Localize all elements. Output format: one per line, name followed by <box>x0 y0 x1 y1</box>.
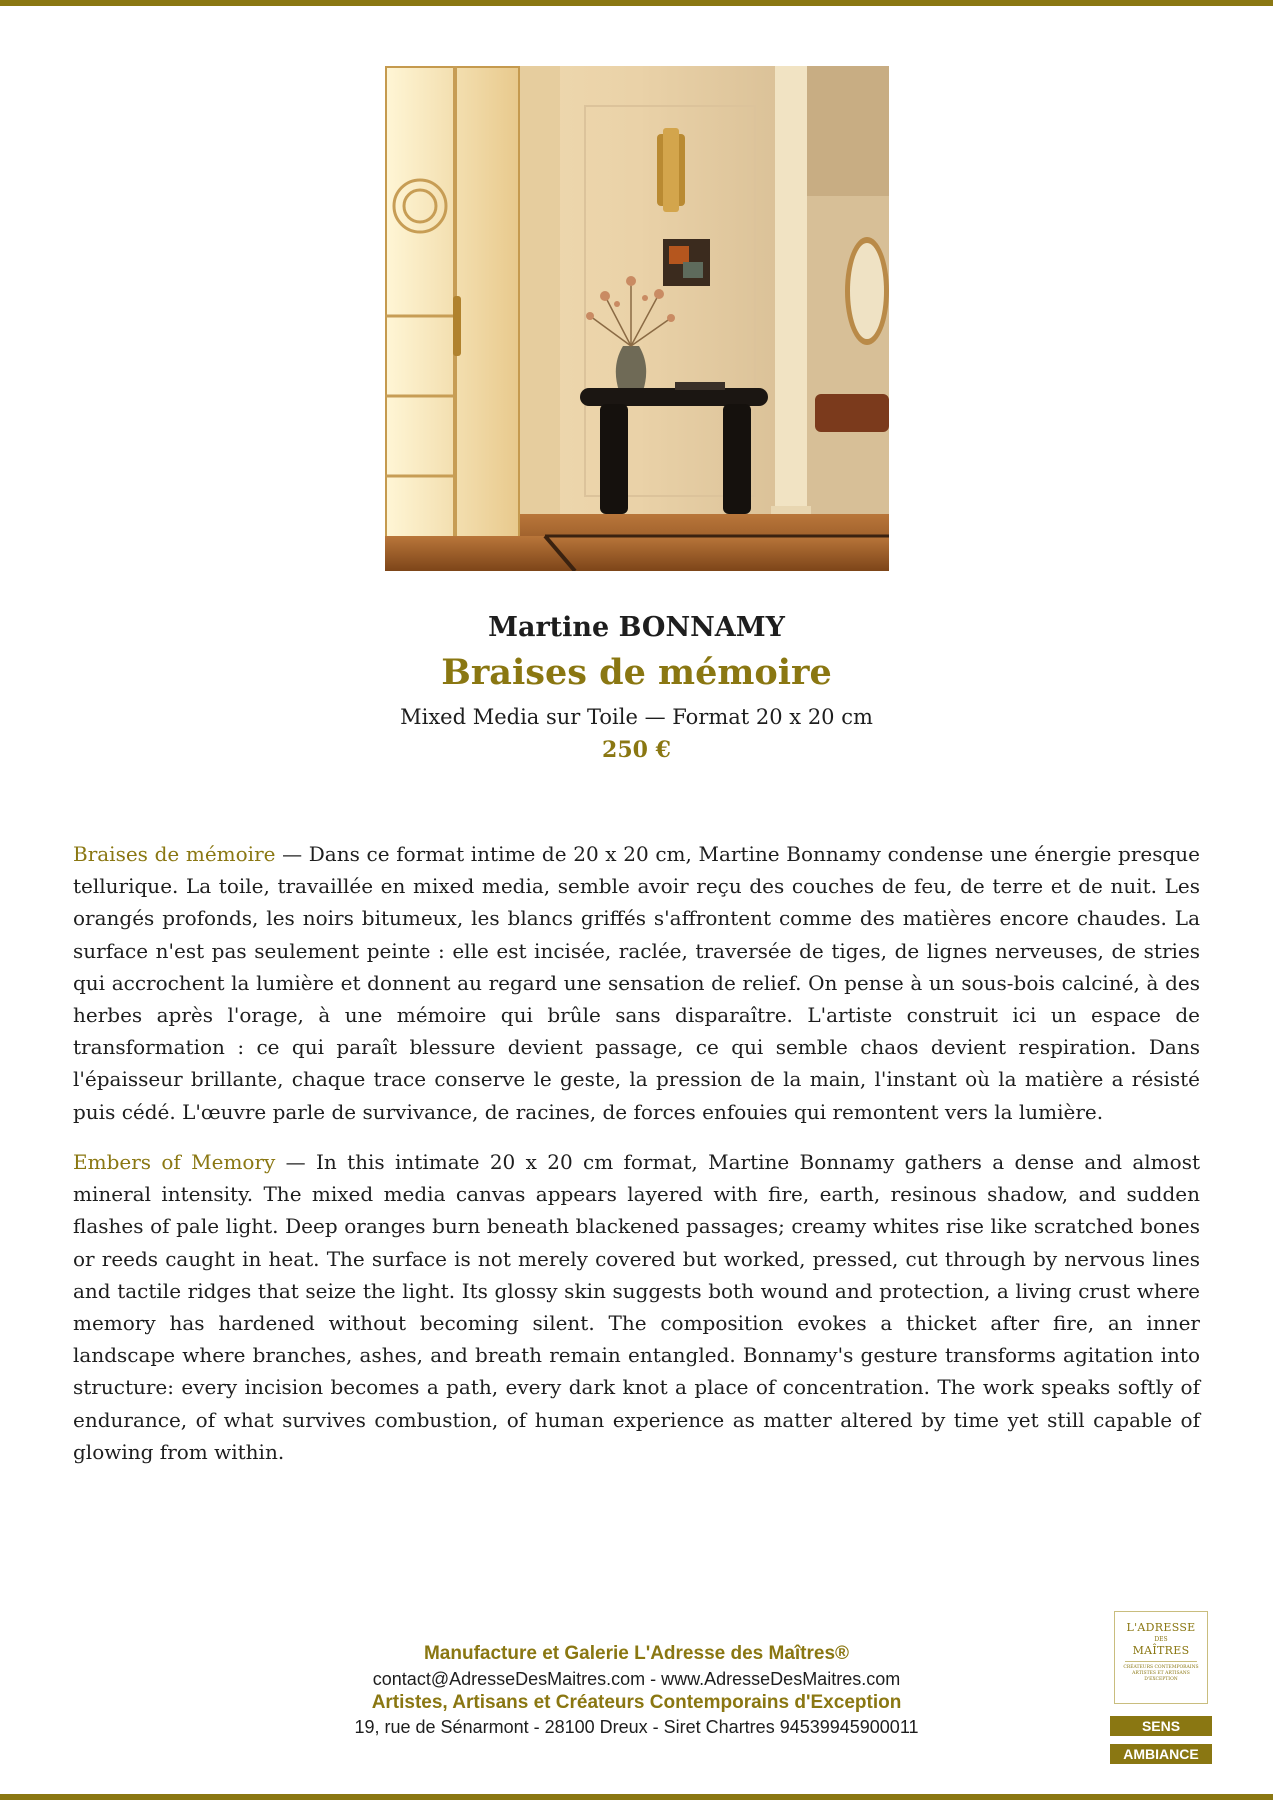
description-french-text: — Dans ce format intime de 20 x 20 cm, Martine Bonnamy condense une énergie presque tellurique. La toile, travaillée en mixed media, semble avoir reçu des couches de feu, de terre et de nuit. Les orangés profonds, les noirs bitumeux, les blancs griffés s'affrontent comme des matières encore chaudes. La surface n'est pas seulement peinte : elle est incisée, raclée, traversée de tiges, de lignes nerveuses, de stries qui accrochent la lumière et donnent au regard une sensation de relief. On pense à un sous-bois calciné, à des herbes après l'orage, à une mémoire qui brûle sans disparaître. L'artiste construit ici un espace de transformation : ce qui paraît blessure devient passage, ce qui semble chaos devient respiration. Dans l'épaisseur brillante, chaque trace conserve le geste, la pression de la main, l'instant où la matière a résisté puis cédé. L'œuvre parle de survivance, de racines, de forces enfouies qui remontent vers la lumière. <box>73 842 1200 1124</box>
tag-ambiance: AMBIANCE <box>1110 1744 1212 1764</box>
artwork-price: 250 € <box>602 737 671 763</box>
tag-sens: SENS <box>1110 1716 1212 1736</box>
artwork-interior-photo <box>385 66 889 571</box>
description-english-lead: Embers of Memory <box>73 1150 276 1174</box>
artwork-medium-format: Mixed Media sur Toile — Format 20 x 20 cm <box>400 705 873 729</box>
artwork-title: Braises de mémoire <box>441 652 832 693</box>
logo-line-2: DES <box>1154 1636 1168 1643</box>
footer <box>0 1641 1273 1740</box>
description-french-lead: Braises de mémoire <box>73 842 276 866</box>
footer-contact: contact@AdresseDesMaitres.com - www.AdresseDesMaitres.com <box>372 1669 901 1689</box>
artist-name: Martine BONNAMY <box>488 612 785 643</box>
logo-line-3: MAÎTRES <box>1132 1644 1190 1657</box>
logo-subtitle: CRÉATEURS CONTEMPORAINS ARTISTES ET ARTISANS D'EXCEPTION <box>1123 1665 1199 1682</box>
footer-address: 19, rue de Sénarmont - 28100 Dreux - Siret Chartres 94539945900011 <box>354 1717 919 1737</box>
logo-divider <box>1125 1661 1197 1662</box>
footer-tagline: Artistes, Artisans et Créateurs Contemporains d'Exception <box>371 1692 902 1713</box>
description-english-text: — In this intimate 20 x 20 cm format, Martine Bonnamy gathers a dense and almost mineral intensity. The mixed media canvas appears layered with fire, earth, resinous shadow, and sudden flashes of pale light. Deep oranges burn beneath blackened passages; creamy whites rise like scratched bones or reeds caught in heat. The surface is not merely covered but worked, pressed, cut through by nervous lines and tactile ridges that seize the light. Its glossy skin suggests both wound and protection, a living crust where memory has hardened without becoming silent. The composition evokes a thicket after fire, an inner landscape where branches, ashes, and breath remain entangled. Bonnamy's gesture transforms agitation into structure: every incision becomes a path, every dark knot a place of concentration. The work speaks softly of endurance, of what survives combustion, of human experience as matter altered by time yet still capable of glowing from within. <box>73 1150 1200 1464</box>
interior-scene-illustration <box>385 66 889 571</box>
gallery-logo <box>1114 1611 1208 1704</box>
footer-company: Manufacture et Galerie L'Adresse des Maîtres® <box>423 1643 850 1664</box>
top-accent-bar <box>0 0 1273 6</box>
bottom-accent-bar <box>0 1794 1273 1800</box>
description-french <box>73 838 1200 1128</box>
description-english <box>73 1146 1200 1468</box>
logo-line-1: L'ADRESSE <box>1126 1621 1196 1634</box>
